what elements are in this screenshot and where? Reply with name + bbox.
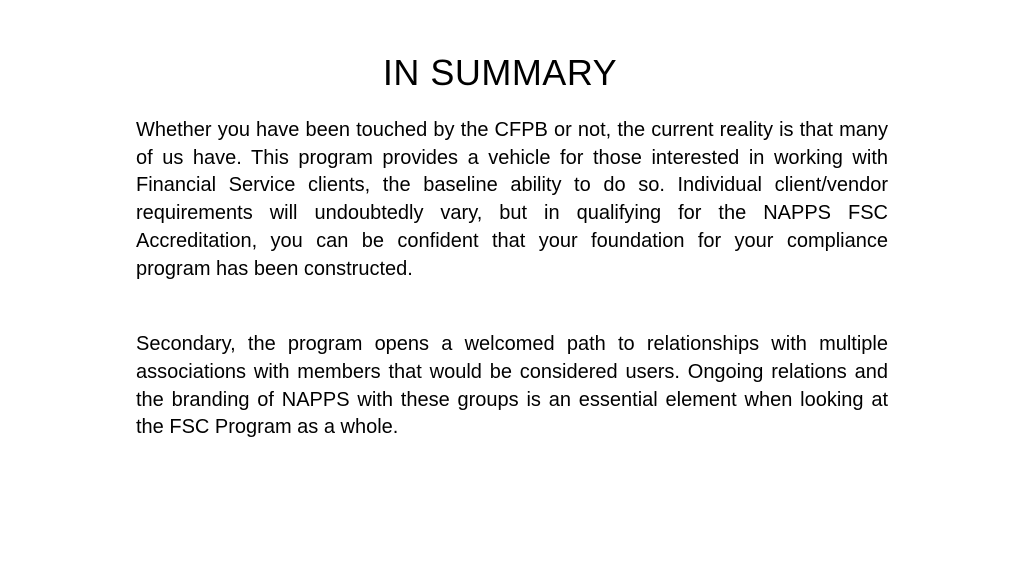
body-paragraph-2: Secondary, the program opens a welcomed path to relationships with multiple associations with members that would be considered users. Ongoing relations and the branding of NAPPS with these groups is an essential element when looking at the FSC Program as a whole.	[136, 333, 888, 439]
body-paragraph-1: Whether you have been touched by the CFPB or not, the current reality is that many of us have. This program provides a vehicle for those interested in working with Financial Service clients, the baseline ability to do so. Individual client/vendor requirements will undoubtedly vary, but in qualifying for the NAPPS FSC Accreditation, you can be confident that your foundation for your compliance program has been constructed.	[136, 119, 888, 280]
slide-body	[136, 117, 888, 442]
slide-title: IN SUMMARY	[382, 52, 618, 93]
